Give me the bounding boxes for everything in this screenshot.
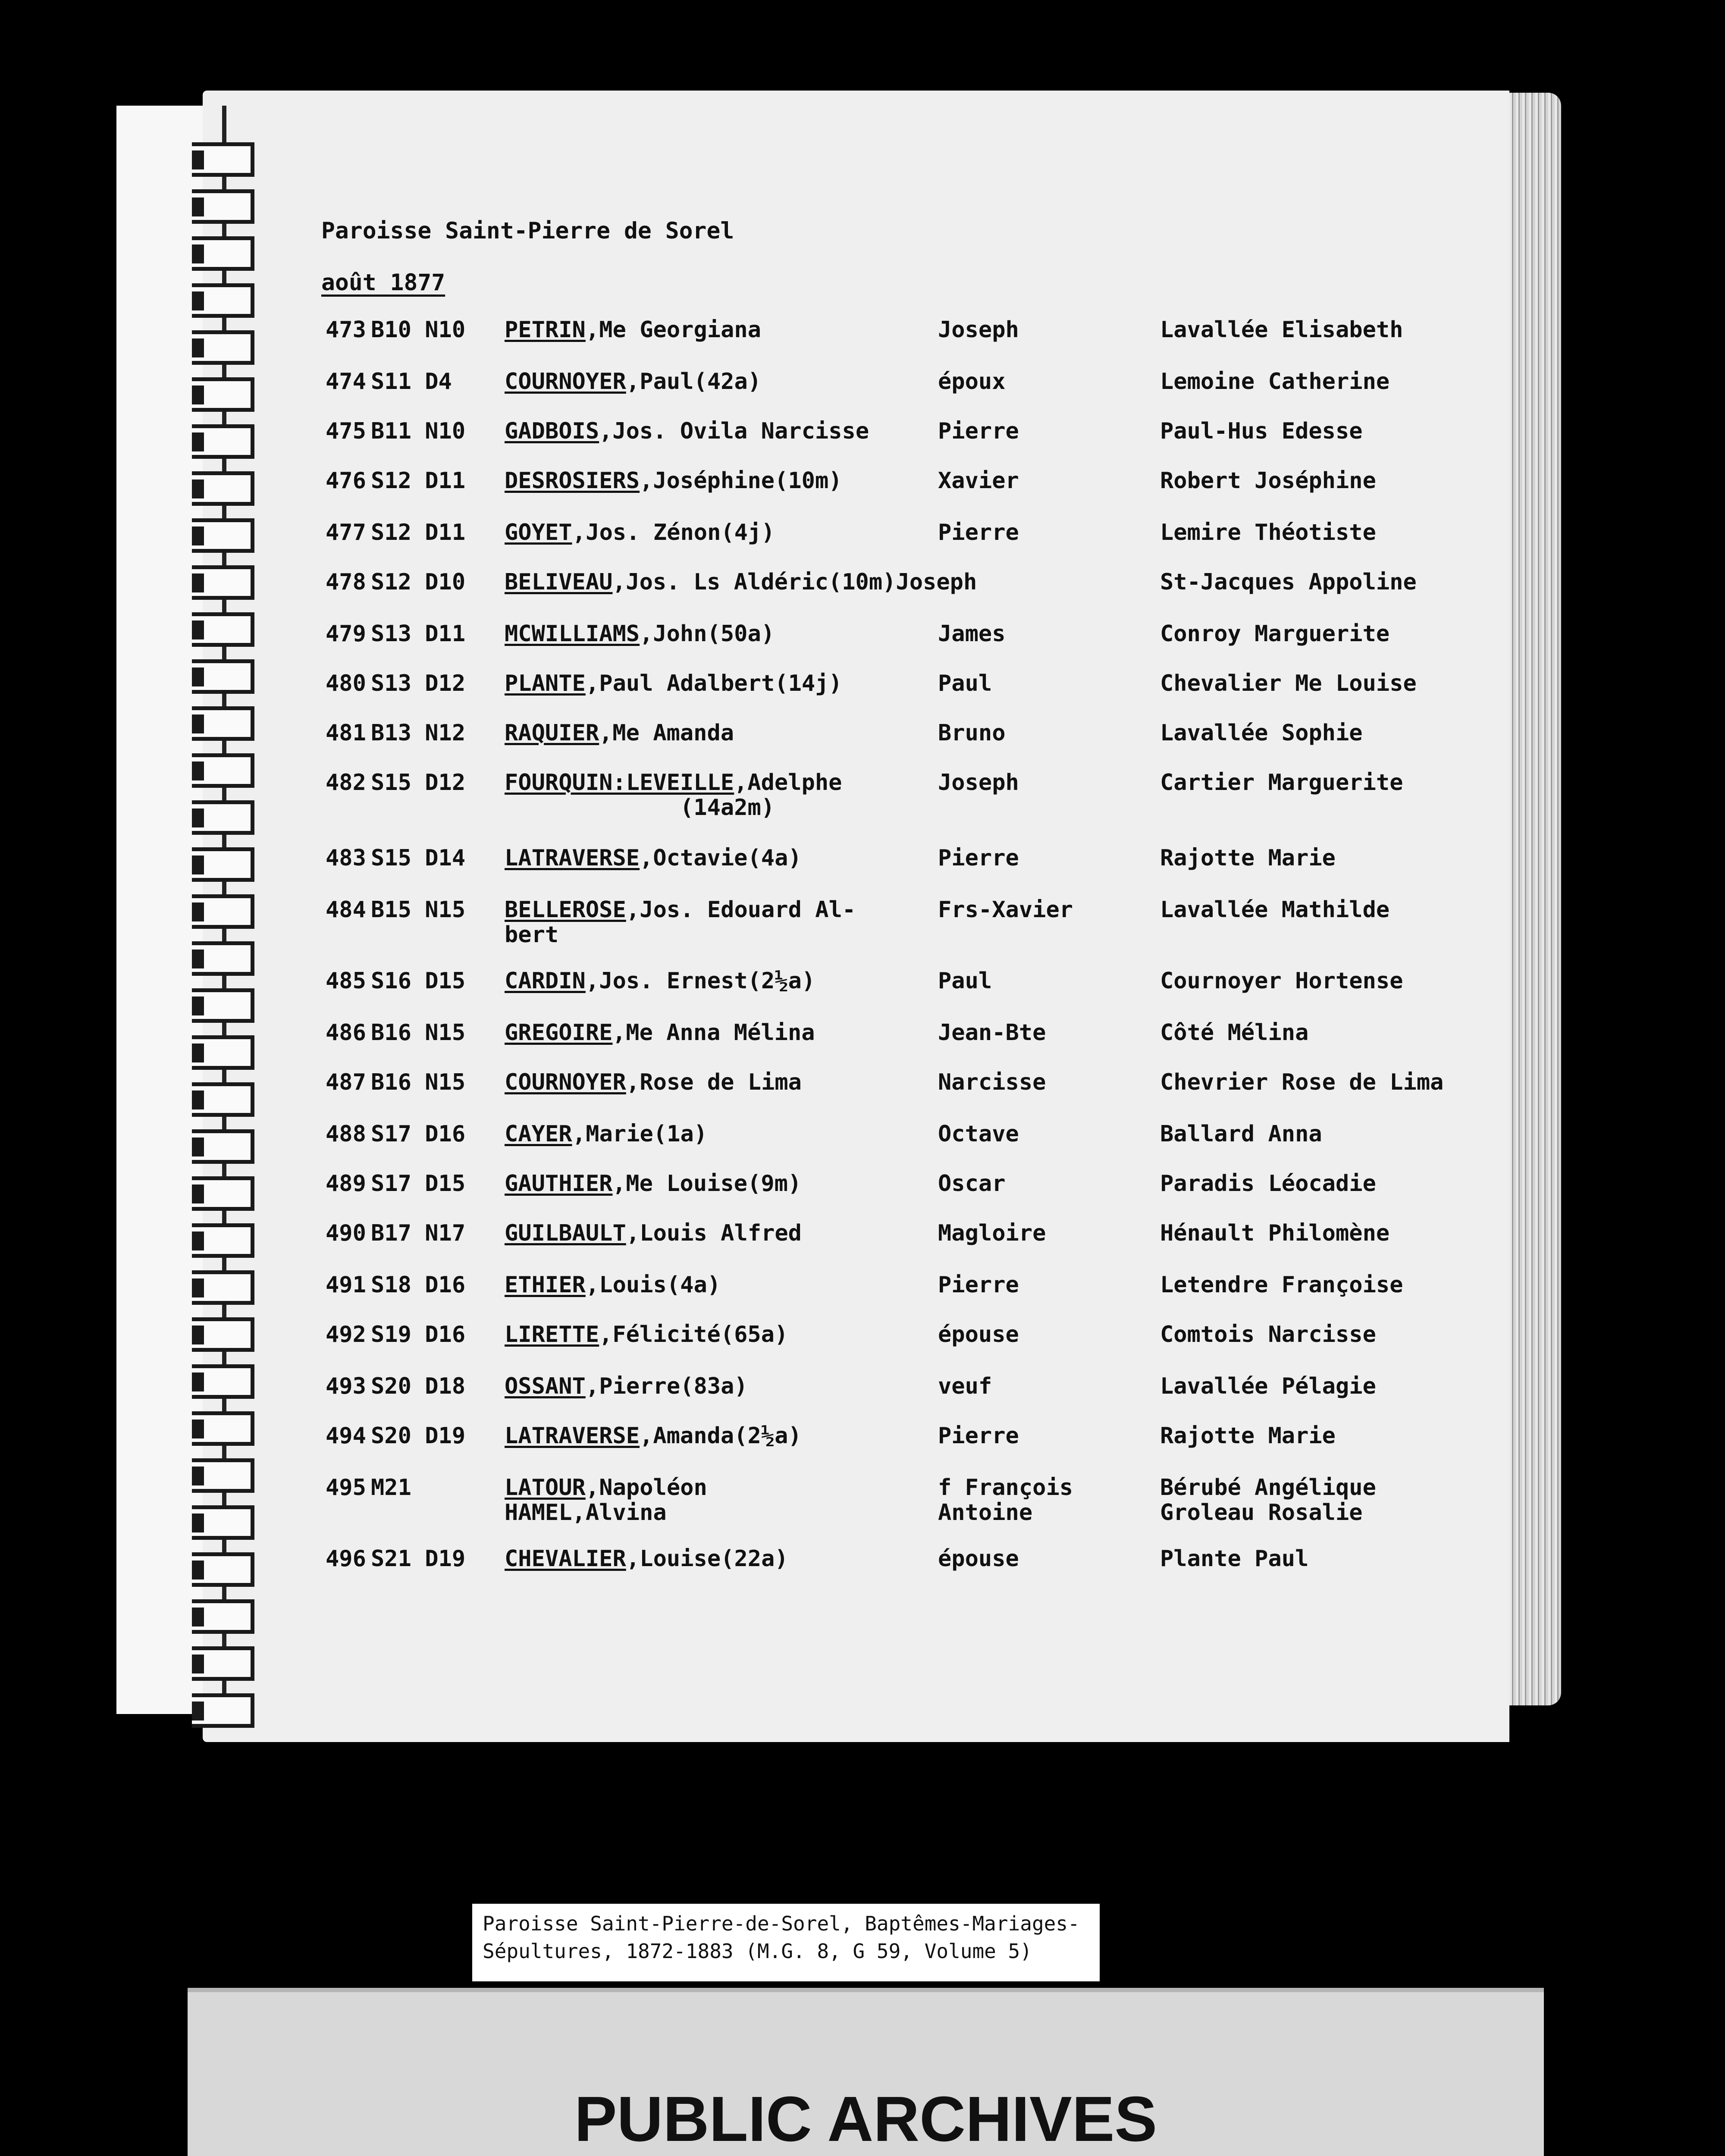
binding-ring — [192, 471, 254, 506]
entry-mother: Lavallée Pélagie — [1160, 1373, 1376, 1399]
entry-given-name: ,Marie(1a) — [572, 1121, 708, 1147]
binding-ring — [192, 753, 254, 788]
entry-code: S13 D11 — [371, 621, 466, 647]
entry-number: 487 — [326, 1069, 366, 1095]
entry-mother: Comtois Narcisse — [1160, 1322, 1376, 1348]
entry-code: S15 D12 — [371, 770, 466, 796]
entry-given-name: ,Jos. Ovila Narcisse — [599, 418, 869, 444]
entry-father: époux — [938, 369, 1006, 395]
entry-number: 476 — [326, 468, 366, 494]
entry-mother: Lemoine Catherine — [1160, 369, 1390, 395]
binding-ring — [192, 236, 254, 271]
entry-number: 485 — [326, 968, 366, 994]
entry-father: Pierre — [938, 845, 1019, 871]
entry-surname: ETHIER — [505, 1272, 586, 1298]
entry-name-line-2: HAMEL,Alvina — [505, 1500, 667, 1526]
binding-ring — [192, 142, 254, 177]
entry-father: Jean-Bte — [938, 1020, 1046, 1046]
entry-surname: FOURQUIN:LEVEILLE — [505, 770, 734, 796]
entry-number: 478 — [326, 569, 366, 595]
entry-code: B10 N10 — [371, 317, 466, 343]
entry-code: S18 D16 — [371, 1272, 466, 1298]
entry-surname: PLANTE — [505, 671, 586, 696]
entry-father: épouse — [938, 1546, 1019, 1572]
entry-number: 473 — [326, 317, 366, 343]
reel-label-line-1: Paroisse Saint-Pierre-de-Sorel, Baptêmes-Mariages- — [483, 1912, 1080, 1935]
entry-code: S12 D11 — [371, 520, 466, 545]
stamp-line-1: PUBLIC ARCHIVES — [574, 2084, 1157, 2155]
month-heading: août 1877 — [321, 270, 445, 296]
entry-code: S17 D15 — [371, 1171, 466, 1197]
entry-code: S12 D10 — [371, 569, 466, 595]
binding-ring — [192, 1364, 254, 1399]
binding-ring — [192, 1411, 254, 1446]
entry-number: 489 — [326, 1171, 366, 1197]
entry-number: 474 — [326, 369, 366, 395]
entry-given-name: ,John(50a) — [640, 621, 775, 647]
entry-given-name: ,Jos. Zénon(4j) — [572, 520, 775, 545]
entry-number: 483 — [326, 845, 366, 871]
entry-father: Oscar — [938, 1171, 1006, 1197]
entry-number: 495 — [326, 1475, 366, 1501]
entry-mother: Hénault Philomène — [1160, 1220, 1390, 1246]
entry-surname: CAYER — [505, 1121, 572, 1147]
entry-surname: GAUTHIER — [505, 1171, 613, 1197]
entry-father: Xavier — [938, 468, 1019, 494]
entry-mother: Letendre Françoise — [1160, 1272, 1403, 1298]
entry-given-name: ,Louis(4a) — [586, 1272, 721, 1298]
reel-label — [472, 1904, 1100, 1981]
entry-mother: Rajotte Marie — [1160, 1423, 1336, 1449]
entry-given-name: ,Louis Alfred — [626, 1220, 802, 1246]
entry-given-name: ,Me Amanda — [599, 720, 734, 746]
entry-number: 486 — [326, 1020, 366, 1046]
entry-given-name: ,Paul Adalbert(14j) — [586, 671, 842, 696]
entry-father: Pierre — [938, 520, 1019, 545]
binding-ring — [192, 565, 254, 600]
entry-given-name: ,Jos. Ernest(2½a) — [586, 968, 815, 994]
binding-ring — [192, 659, 254, 694]
binding-ring — [192, 330, 254, 365]
binding-ring — [192, 1223, 254, 1258]
binding-ring — [192, 189, 254, 224]
entry-father: Frs-Xavier — [938, 897, 1073, 923]
entry-mother: Lavallée Sophie — [1160, 720, 1363, 746]
entry-code: B15 N15 — [371, 897, 466, 923]
binding-ring — [192, 1505, 254, 1540]
entry-father: Pierre — [938, 1272, 1019, 1298]
entry-given-name: ,Napoléon — [586, 1475, 707, 1501]
entry-number: 491 — [326, 1272, 366, 1298]
entry-father: veuf — [938, 1373, 992, 1399]
entry-name-line-2: bert — [505, 922, 559, 948]
binding-ring — [192, 377, 254, 412]
entry-given-name: ,Adelphe — [734, 770, 842, 796]
parish-title: Paroisse Saint-Pierre de Sorel — [321, 218, 734, 244]
entry-surname: LATRAVERSE — [505, 845, 640, 871]
entry-number: 475 — [326, 418, 366, 444]
entry-surname: LATOUR — [505, 1475, 586, 1501]
entry-surname: GADBOIS — [505, 418, 599, 444]
entry-given-name: ,Me Georgiana — [586, 317, 761, 343]
entry-mother: Bérubé Angélique — [1160, 1475, 1376, 1501]
entry-code: S21 D19 — [371, 1546, 466, 1572]
entry-number: 479 — [326, 621, 366, 647]
binding-ring — [192, 800, 254, 835]
entry-given-name: ,Paul(42a) — [626, 369, 762, 395]
entry-code: B17 N17 — [371, 1220, 466, 1246]
entry-mother: Côté Mélina — [1160, 1020, 1309, 1046]
entry-father: Pierre — [938, 1423, 1019, 1449]
entry-surname: GOYET — [505, 520, 572, 545]
binding-ring — [192, 941, 254, 976]
binding-ring — [192, 424, 254, 459]
entry-surname: CHEVALIER — [505, 1546, 626, 1572]
entry-given-name: ,Joséphine(10m) — [640, 468, 842, 494]
entry-code: S16 D15 — [371, 968, 466, 994]
binding-ring — [192, 1552, 254, 1587]
entry-father: Paul — [938, 968, 992, 994]
entry-mother-line-2: Groleau Rosalie — [1160, 1500, 1363, 1526]
entry-given-name: ,Jos. Ls Aldéric(10m)Joseph — [612, 569, 977, 595]
entry-father: James — [938, 621, 1006, 647]
entry-mother: Robert Joséphine — [1160, 468, 1376, 494]
entry-number: 481 — [326, 720, 366, 746]
entry-given-name: ,Rose de Lima — [626, 1069, 802, 1095]
entry-mother: Cartier Marguerite — [1160, 770, 1403, 796]
entry-code: B16 N15 — [371, 1069, 466, 1095]
entry-given-name: ,Me Anna Mélina — [612, 1020, 815, 1046]
entry-code: B16 N15 — [371, 1020, 466, 1046]
binding-ring — [192, 847, 254, 882]
entry-number: 492 — [326, 1322, 366, 1348]
entry-name-line-2: (14a2m) — [505, 795, 775, 821]
binding-ring — [192, 706, 254, 741]
entry-mother: Lavallée Mathilde — [1160, 897, 1390, 923]
entry-code: S12 D11 — [371, 468, 466, 494]
entry-father: Octave — [938, 1121, 1019, 1147]
entry-mother: Rajotte Marie — [1160, 845, 1336, 871]
entry-mother: St-Jacques Appoline — [1160, 569, 1417, 595]
entry-father: épouse — [938, 1322, 1019, 1348]
entry-mother: Ballard Anna — [1160, 1121, 1322, 1147]
entry-number: 496 — [326, 1546, 366, 1572]
binding-ring — [192, 1176, 254, 1211]
entry-code: B11 N10 — [371, 418, 466, 444]
entry-code: M21 — [371, 1475, 411, 1501]
entry-code: S11 D4 — [371, 369, 452, 395]
entry-father: Paul — [938, 671, 992, 696]
entry-code: S13 D12 — [371, 671, 466, 696]
entry-surname: OSSANT — [505, 1373, 586, 1399]
entry-number: 488 — [326, 1121, 366, 1147]
binding-ring — [192, 894, 254, 929]
entry-surname: BELLEROSE — [505, 897, 626, 923]
entry-surname: CARDIN — [505, 968, 586, 994]
entry-code: B13 N12 — [371, 720, 466, 746]
entry-mother: Plante Paul — [1160, 1546, 1309, 1572]
entry-code: S19 D16 — [371, 1322, 466, 1348]
entry-number: 480 — [326, 671, 366, 696]
entry-code: S20 D18 — [371, 1373, 466, 1399]
entry-mother: Lavallée Elisabeth — [1160, 317, 1403, 343]
entry-code: S20 D19 — [371, 1423, 466, 1449]
binding-ring — [192, 1599, 254, 1634]
entry-given-name: ,Octavie(4a) — [640, 845, 802, 871]
entry-given-name: ,Louise(22a) — [626, 1546, 788, 1572]
entry-surname: LATRAVERSE — [505, 1423, 640, 1449]
binding-ring — [192, 283, 254, 318]
entry-father: Joseph — [938, 317, 1019, 343]
binding-ring — [192, 1693, 254, 1728]
entry-number: 482 — [326, 770, 366, 796]
entry-father: Narcisse — [938, 1069, 1046, 1095]
entry-code: S17 D16 — [371, 1121, 466, 1147]
entry-number: 477 — [326, 520, 366, 545]
entry-number: 484 — [326, 897, 366, 923]
binding-ring — [192, 988, 254, 1023]
entry-surname: BELIVEAU — [505, 569, 613, 595]
entry-surname: COURNOYER — [505, 369, 626, 395]
binding-ring — [192, 1082, 254, 1117]
entry-father: Bruno — [938, 720, 1006, 746]
reel-label-line-2: Sépultures, 1872-1883 (M.G. 8, G 59, Volume 5) — [483, 1940, 1032, 1963]
archives-stamp — [188, 1988, 1544, 2156]
entry-mother: Paradis Léocadie — [1160, 1171, 1376, 1197]
entry-mother: Paul-Hus Edesse — [1160, 418, 1363, 444]
entry-given-name: ,Amanda(2½a) — [640, 1423, 802, 1449]
binding-ring — [192, 1270, 254, 1305]
binding-ring — [192, 1317, 254, 1352]
binding-ring — [192, 518, 254, 553]
entry-surname: COURNOYER — [505, 1069, 626, 1095]
entry-surname: GREGOIRE — [505, 1020, 613, 1046]
entry-mother: Chevalier Me Louise — [1160, 671, 1417, 696]
entry-surname: RAQUIER — [505, 720, 599, 746]
binding-ring — [192, 612, 254, 647]
entry-given-name: ,Me Louise(9m) — [612, 1171, 802, 1197]
binding-ring — [192, 1458, 254, 1493]
entry-given-name: ,Pierre(83a) — [586, 1373, 748, 1399]
entry-father: Magloire — [938, 1220, 1046, 1246]
entry-number: 493 — [326, 1373, 366, 1399]
entry-given-name: ,Jos. Edouard Al- — [626, 897, 856, 923]
entry-number: 494 — [326, 1423, 366, 1449]
entry-father-line-2: Antoine — [938, 1500, 1033, 1526]
entry-surname: DESROSIERS — [505, 468, 640, 494]
entry-mother: Conroy Marguerite — [1160, 621, 1390, 647]
entry-father: Pierre — [938, 418, 1019, 444]
entry-given-name: ,Félicité(65a) — [599, 1322, 788, 1348]
entry-mother: Chevrier Rose de Lima — [1160, 1069, 1444, 1095]
binding-ring — [192, 1035, 254, 1070]
entry-mother: Lemire Théotiste — [1160, 520, 1376, 545]
entry-surname: PETRIN — [505, 317, 586, 343]
entry-number: 490 — [326, 1220, 366, 1246]
entry-surname: GUILBAULT — [505, 1220, 626, 1246]
entry-mother: Cournoyer Hortense — [1160, 968, 1403, 994]
entry-father: f François — [938, 1475, 1073, 1501]
entry-father: Joseph — [938, 770, 1019, 796]
entry-surname: MCWILLIAMS — [505, 621, 640, 647]
entry-code: S15 D14 — [371, 845, 466, 871]
binding-ring — [192, 1646, 254, 1681]
entry-surname: LIRETTE — [505, 1322, 599, 1348]
binding-ring — [192, 1129, 254, 1164]
